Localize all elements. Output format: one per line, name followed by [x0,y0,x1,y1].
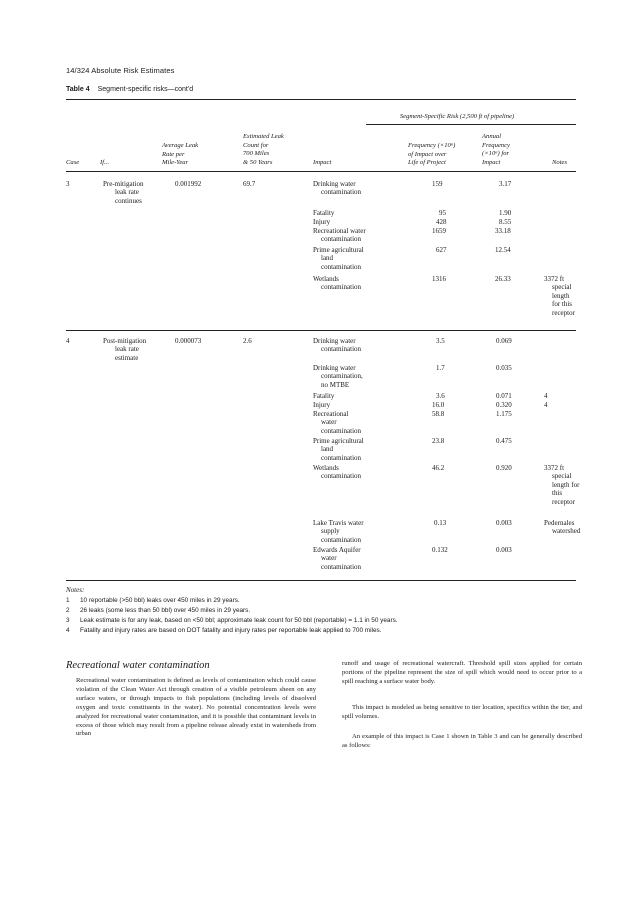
case4-if-line: Post-mitigation [103,337,147,345]
note-text: 10 reportable (>50 bbl) leaks over 450 miles in 29 years. [80,597,240,604]
impact-line: land [321,254,334,263]
note-text: Fatality and injury rates are based on DOT fatality and injury rates per reportable leak applied to 700 miles. [80,627,382,634]
note-line: this [552,489,563,498]
note-number: 3 [66,617,70,624]
header-notes: Notes [552,159,568,166]
note-line: length for [552,480,580,489]
note-number: 1 [66,597,70,604]
note-line: receptor [552,497,575,506]
header-frequency [408,142,455,168]
note-line: length [552,291,570,300]
case3-frequency: 1316 [432,275,446,283]
case4-if-line: leak rate [115,345,139,354]
case3-notes [544,275,575,317]
header-annual-line: Impact [482,158,501,166]
table-label: Table 4 [66,86,90,93]
note-line: 3372 ft [544,464,565,472]
table-caption [66,86,193,93]
header-frequency-line: Life of Project [408,159,446,166]
case3-impact [313,227,366,244]
case4-frequency: 3.6 [436,392,445,400]
case4-impact: Fatality [313,392,335,400]
impact-line: Recreational [313,410,349,418]
case3-annual: 33.18 [495,227,511,235]
impact-line: Recreational water [313,227,366,235]
case4-if-line: estimate [115,353,139,362]
impact-line: contamination [321,262,362,271]
impact-line: Drinking water [313,180,356,188]
impact-line: land [321,445,334,454]
note-item [66,597,240,604]
case4-annual: 0.003 [496,546,512,554]
header-annual [482,133,510,167]
header-estimated-leak-line: & 50 Years [243,158,273,166]
case4-frequency: 46.2 [432,464,445,472]
right-paragraph: runoff and usage of recreational watercraft. Threshold spill sizes applied for certain portions of the pipeline represent the size of spill which would need to occur prior to a spill reaching a surface water body. [342,660,582,685]
case3-estimated-leak: 69.7 [243,180,256,188]
super-header: Segment-Specific Risk (2,500 ft of pipeline) [399,113,515,120]
case4-frequency: 16.0 [432,401,445,409]
impact-line: contamination, [321,372,363,381]
header-annual-line: Annual [482,133,502,140]
case3-annual: 3.17 [499,180,512,188]
case4-annual: 0.475 [496,437,512,445]
impact-line: Wetlands [313,464,339,472]
case3-impact: Injury [313,218,331,226]
header-frequency-line: of Impact over [408,150,447,158]
header-average-leak-line: Rate per [162,150,185,158]
case3-annual: 26.33 [495,275,511,283]
case4-impact [313,410,361,435]
case4-frequency: 58.8 [432,410,445,418]
header-estimated-leak-line: Count for [243,141,269,149]
case4-annual: 0.003 [496,519,512,527]
case3-if-line: continues [115,196,142,205]
section-title: Recreational water contamination [66,660,210,671]
impact-line: contamination [321,283,362,292]
header-case: Case [66,159,80,166]
case4-impact [313,546,361,571]
table-bottom-rule [66,580,576,581]
impact-line: water [321,418,337,427]
impact-line: Drinking water [313,364,356,372]
case4-impact [313,364,363,389]
case3-number: 3 [66,180,70,188]
left-paragraph: Recreational water contamination is defined as levels of contamination which could cause violation of the Clean Water Act through creation of a visible petroleum sheen on any surface waters, or through impacts to fish populations (including levels of dissolved oxygen and toxic constituents in the water). No potential concentration levels were analyzed for recreational water contamination, and it is possible that contaminant levels in excess of those which may result from a pipeline release already exist in watersheds from urban [76,677,316,738]
case3-annual: 8.55 [499,218,512,226]
right-paragraph: This impact is modeled as being sensitive to tier location, specifics within the tier, and spill volumes. [342,704,582,720]
case4-impact [313,337,361,354]
case3-frequency: 159 [432,180,443,188]
case3-frequency: 95 [439,209,446,217]
impact-line: contamination [321,235,362,244]
impact-line: contamination [321,345,362,354]
case4-frequency: 1.7 [436,364,445,372]
note-line: special [552,283,572,292]
note-line: 3372 ft [544,275,565,283]
case3-average-leak: 0.001992 [175,180,202,188]
case4-frequency: 3.5 [436,337,445,345]
note-line: Pedernales [544,519,575,527]
case4-notes: 4 [544,392,548,400]
note-number: 2 [66,607,70,614]
case4-annual: 0.071 [496,392,512,400]
right-paragraph: An example of this impact is Case 1 shown in Table 3 and can be generally described as follows: [342,733,582,749]
case4-frequency: 23.8 [432,437,445,445]
header-estimated-leak-line: Estimated Leak [243,133,284,140]
header-average-leak [162,142,198,168]
header-estimated-leak [243,133,284,167]
case3-impact [313,246,364,271]
header-estimated-leak-line: 700 Miles [243,150,270,157]
case4-impact: Injury [313,401,331,409]
case4-number: 4 [66,337,70,345]
note-line: watershed [552,527,581,536]
table-caption-text: Segment-specific risks—cont'd [97,86,194,93]
note-number: 4 [66,627,70,634]
case3-frequency: 1659 [432,227,446,235]
case4-annual: 0.920 [496,464,512,472]
case3-impact [313,180,361,197]
header-if: If... [100,159,109,166]
notes-title: Notes: [66,586,85,594]
header-annual-line: (×10⁶) for [482,150,510,157]
note-line: special [552,472,572,481]
impact-line: no MTBE [321,380,350,389]
case4-notes: 4 [544,401,548,409]
case4-estimated-leak: 2.6 [243,337,252,345]
impact-line: supply [321,527,340,536]
case3-if [103,180,143,205]
header-average-leak-line: Mile-Year [162,159,189,166]
running-head: 14/324 Absolute Risk Estimates [66,66,175,75]
case4-impact [313,437,364,462]
impact-line: water [321,554,337,563]
note-text: Leak estimate is for any leak, based on <50 bbl; approximate leak count for 50 bbl (reportable) = 1.1 in 50 years. [80,617,398,624]
impact-line: contamination [321,426,362,435]
case4-notes [544,464,579,506]
super-header-rule [366,124,576,125]
impact-line: Prime agricultural [313,246,364,254]
impact-line: Wetlands [313,275,339,283]
impact-line: Lake Travis water [313,519,364,527]
case4-impact [313,519,364,544]
case4-annual: 0.320 [496,401,512,409]
header-frequency-line: Frequency (×10⁶) [408,142,456,149]
case4-frequency: 0.13 [434,519,447,527]
impact-line: Prime agricultural [313,437,364,445]
table-top-rule [66,99,576,100]
case3-annual: 1.90 [499,209,512,217]
impact-line: contamination [321,562,362,571]
impact-line: contamination [321,472,362,481]
case4-annual: 1.175 [496,410,512,418]
case4-if [103,337,146,362]
header-average-leak-line: Average Leak [162,142,199,149]
header-annual-line: Frequency [482,141,510,149]
impact-line: Edwards Aquifer [313,546,361,554]
case3-if-line: leak rate [115,188,139,197]
case3-frequency: 627 [436,246,447,254]
case4-average-leak: 0.000073 [175,337,202,345]
note-item [66,607,250,614]
case4-annual: 0.035 [496,364,512,372]
note-text: 26 leaks (some less than 50 bbl) over 450 miles in 29 years. [80,607,251,614]
note-item [66,627,381,634]
case4-frequency: 0.132 [432,546,448,554]
case4-notes [544,519,580,536]
impact-line: contamination [321,535,362,544]
case4-annual: 0.069 [496,337,512,345]
note-line: receptor [552,308,575,317]
case3-impact: Fatality [313,209,335,217]
case-separator-rule [66,330,576,331]
case3-impact [313,275,361,292]
impact-line: contamination [321,453,362,462]
case4-impact [313,464,361,481]
note-item [66,617,398,624]
note-line: for this [552,300,573,309]
impact-line: Drinking water [313,337,356,345]
case3-if-line: Pre-mitigation [103,180,144,188]
case3-frequency: 428 [436,218,447,226]
case3-annual: 12.54 [495,246,511,254]
impact-line: contamination [321,188,362,197]
header-bottom-rule [66,171,576,172]
header-impact: Impact [313,159,332,166]
